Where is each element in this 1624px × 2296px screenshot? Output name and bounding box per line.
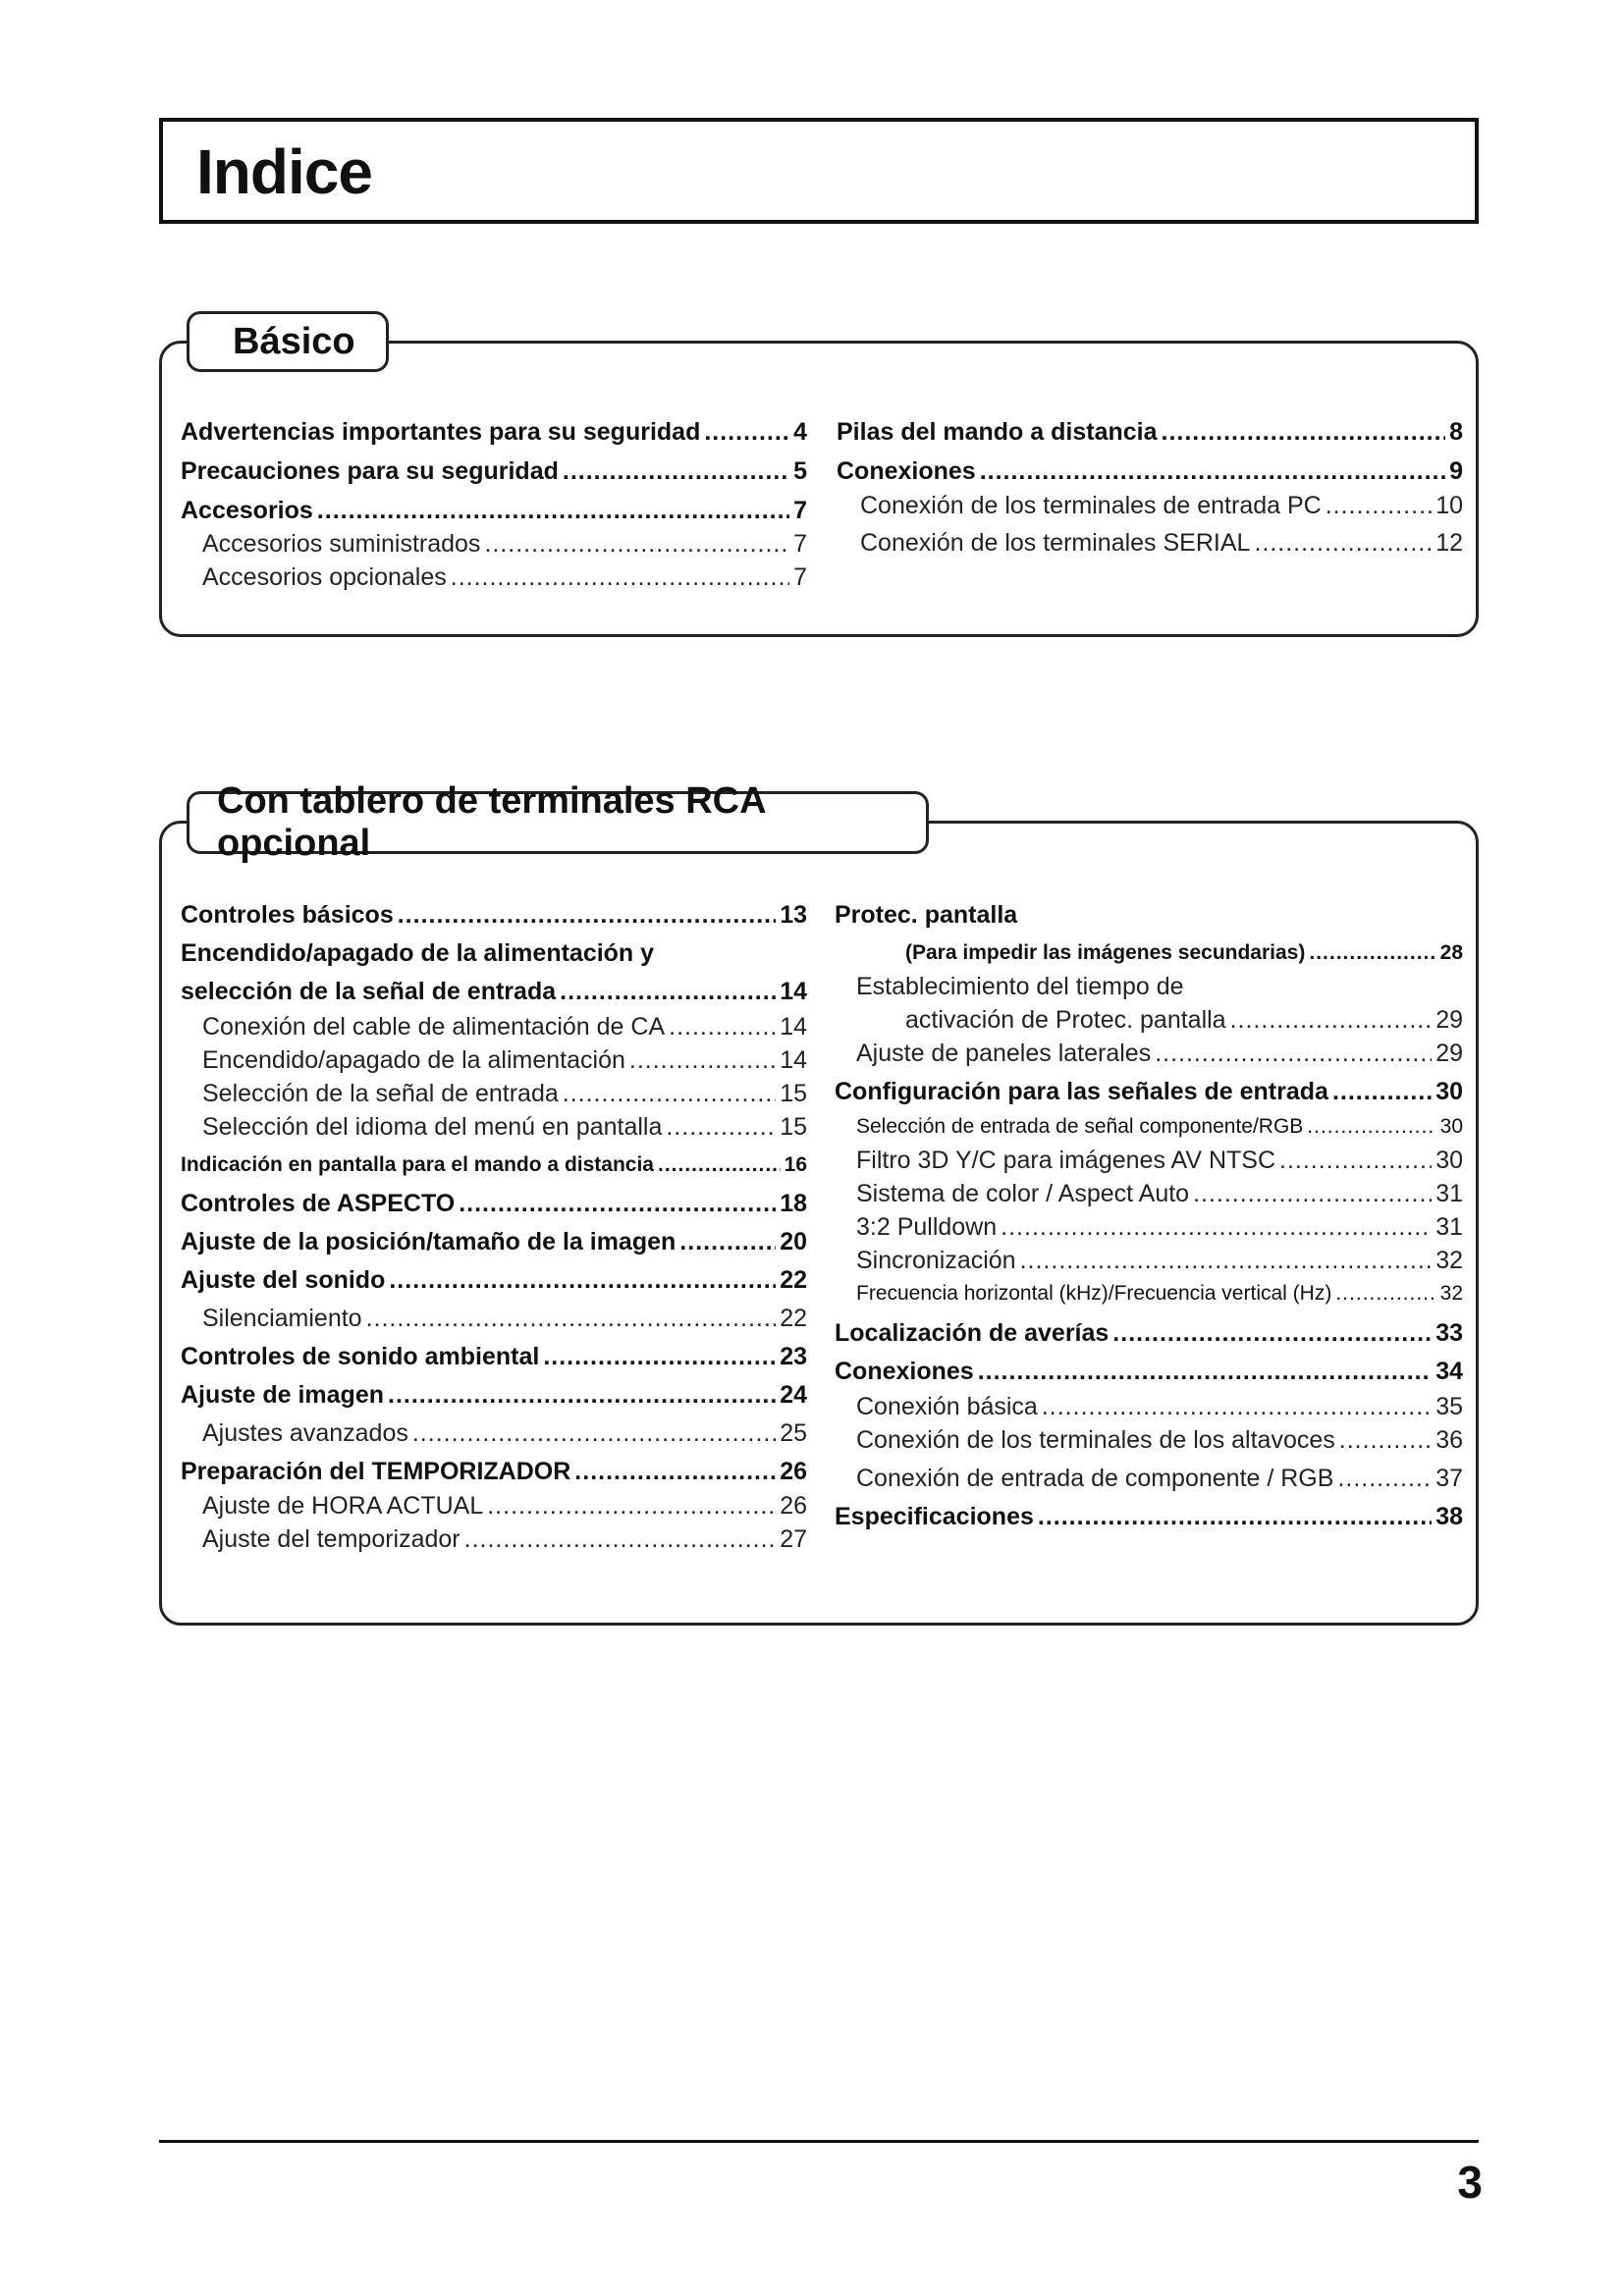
toc-entry-page: 35 xyxy=(1435,1393,1463,1420)
toc-entry xyxy=(202,1112,807,1142)
toc-entry-page: 15 xyxy=(780,1113,807,1141)
toc-entry-page: 14 xyxy=(780,978,807,1005)
toc-entry xyxy=(856,1464,1463,1493)
toc-leader-dots xyxy=(666,1112,776,1142)
toc-entry-title: Localización de averías xyxy=(835,1319,1110,1347)
toc-leader-dots xyxy=(487,1491,776,1521)
toc-entry-title: Controles básicos xyxy=(181,901,394,929)
toc-leader-dots xyxy=(1112,1318,1432,1348)
toc-entry xyxy=(202,562,807,592)
toc-entry xyxy=(202,1524,807,1554)
toc-entry xyxy=(856,1279,1463,1308)
toc-entry xyxy=(181,1457,807,1486)
toc-entry-title: Conexión de entrada de componente / RGB xyxy=(856,1465,1334,1492)
toc-entry-page: 31 xyxy=(1435,1213,1463,1241)
toc-entry xyxy=(856,1246,1463,1275)
toc-entry xyxy=(181,417,807,447)
toc-entry-page: 16 xyxy=(784,1153,807,1176)
toc-entry xyxy=(856,1212,1463,1242)
toc-leader-dots xyxy=(484,529,789,559)
toc-leader-dots xyxy=(1339,1425,1432,1455)
toc-entry xyxy=(835,1357,1463,1386)
toc-entry xyxy=(202,529,807,559)
toc-entry xyxy=(181,1265,807,1295)
toc-entry-page: 28 xyxy=(1439,941,1463,964)
toc-entry xyxy=(856,1425,1463,1455)
toc-heading: Encendido/apagado de la alimentación y xyxy=(181,939,655,967)
toc-entry-page: 24 xyxy=(780,1381,807,1409)
toc-leader-dots xyxy=(980,456,1445,486)
toc-entry-title: Conexiones xyxy=(837,457,976,485)
toc-leader-dots xyxy=(560,977,776,1006)
toc-leader-dots xyxy=(1162,417,1446,447)
toc-entry-title: Accesorios xyxy=(181,497,313,524)
toc-entry xyxy=(202,1491,807,1521)
toc-entry xyxy=(856,1392,1463,1421)
toc-leader-dots xyxy=(1326,491,1432,520)
toc-entry xyxy=(202,1012,807,1041)
toc-entry-page: 30 xyxy=(1435,1078,1463,1105)
toc-entry-title: Silenciamiento xyxy=(202,1305,362,1332)
toc-entry-title: Ajuste del sonido xyxy=(181,1266,386,1294)
toc-leader-dots xyxy=(1309,938,1435,968)
toc-entry-title: Ajuste de la posición/tamaño de la imagen xyxy=(181,1228,677,1255)
toc-leader-dots xyxy=(388,1380,776,1410)
page-number: 3 xyxy=(1457,2157,1483,2208)
toc-entry-page: 29 xyxy=(1435,1006,1463,1034)
toc-entry-title: Conexión del cable de alimentación de CA xyxy=(202,1013,666,1041)
toc-entry-page: 14 xyxy=(780,1046,807,1074)
toc-entry-title: Preparación del TEMPORIZADOR xyxy=(181,1458,571,1485)
toc-leader-dots xyxy=(389,1265,776,1295)
toc-entry-title: Selección de la señal de entrada xyxy=(202,1080,559,1107)
toc-entry xyxy=(181,456,807,486)
toc-leader-dots xyxy=(1337,1464,1432,1493)
toc-entry-title: selección de la señal de entrada xyxy=(181,978,557,1005)
toc-leader-dots xyxy=(1307,1112,1435,1142)
footer-rule xyxy=(159,2140,1479,2143)
toc-entry-title: Conexión de los terminales de los altavoces xyxy=(856,1426,1335,1454)
toc-entry-page: 20 xyxy=(780,1228,807,1255)
toc-leader-dots xyxy=(1001,1212,1432,1242)
toc-entry xyxy=(837,417,1463,447)
toc-entry-page: 23 xyxy=(780,1343,807,1370)
toc-leader-dots xyxy=(563,1079,776,1108)
toc-entry-title: Configuración para las señales de entrada xyxy=(835,1078,1328,1105)
toc-entry-page: 7 xyxy=(793,497,807,524)
toc-entry-page: 12 xyxy=(1435,529,1463,557)
toc-leader-dots xyxy=(1042,1392,1432,1421)
toc-entry-title: Sincronización xyxy=(856,1247,1016,1274)
toc-entry-title: Advertencias importantes para su seguridad xyxy=(181,418,701,446)
toc-heading: Protec. pantalla xyxy=(835,901,1018,929)
section-rca-tab: Con tablero de terminales RCA opcional xyxy=(187,791,929,854)
toc-entry-title: Controles de ASPECTO xyxy=(181,1190,456,1217)
toc-leader-dots xyxy=(464,1524,777,1554)
toc-entry xyxy=(835,1502,1463,1531)
toc-entry xyxy=(856,1112,1463,1142)
toc-entry xyxy=(856,1039,1463,1068)
toc-entry-title: Conexión básica xyxy=(856,1393,1038,1420)
toc-entry-page: 30 xyxy=(1439,1115,1463,1138)
toc-entry-page: 18 xyxy=(780,1190,807,1217)
toc-leader-dots xyxy=(1254,528,1432,558)
toc-entry-page: 15 xyxy=(780,1080,807,1107)
toc-entry-title: Ajuste de imagen xyxy=(181,1381,384,1409)
toc-entry-page: 26 xyxy=(780,1492,807,1520)
toc-entry xyxy=(181,900,807,930)
toc-leader-dots xyxy=(1279,1146,1432,1175)
toc-leader-dots xyxy=(629,1045,776,1075)
toc-leader-dots xyxy=(451,562,789,592)
toc-entry-page: 26 xyxy=(780,1458,807,1485)
toc-leader-dots xyxy=(317,496,789,525)
section-basic-tab: Básico xyxy=(187,311,389,372)
toc-entry xyxy=(860,528,1463,558)
toc-entry-title: (Para impedir las imágenes secundarias) xyxy=(905,941,1306,964)
toc-leader-dots xyxy=(1230,1005,1433,1035)
toc-leader-dots xyxy=(679,1227,776,1256)
toc-entry-title: Precauciones para su seguridad xyxy=(181,457,559,485)
title-box xyxy=(159,118,1479,224)
toc-entry-page: 25 xyxy=(780,1419,807,1447)
toc-entry-page: 4 xyxy=(793,418,807,446)
toc-leader-dots xyxy=(669,1012,776,1041)
toc-entry xyxy=(181,977,807,1006)
toc-leader-dots xyxy=(366,1304,777,1333)
toc-entry-title: 3:2 Pulldown xyxy=(856,1213,998,1241)
toc-entry-page: 31 xyxy=(1435,1180,1463,1207)
section-basic xyxy=(159,341,1479,637)
toc-entry xyxy=(181,1150,807,1180)
toc-leader-dots xyxy=(704,417,789,447)
toc-entry-page: 14 xyxy=(780,1013,807,1041)
toc-entry-title: Pilas del mando a distancia xyxy=(837,418,1158,446)
toc-entry-page: 22 xyxy=(780,1305,807,1332)
toc-heading: Establecimiento del tiempo de xyxy=(856,973,1184,1000)
toc-entry-title: Accesorios suministrados xyxy=(202,530,481,558)
toc-entry xyxy=(905,938,1463,968)
toc-entry-page: 27 xyxy=(780,1525,807,1553)
toc-entry xyxy=(835,1318,1463,1348)
toc-entry-title: Selección del idioma del menú en pantalla xyxy=(202,1113,663,1141)
toc-entry-page: 22 xyxy=(780,1266,807,1294)
toc-entry-page: 29 xyxy=(1435,1040,1463,1067)
toc-entry xyxy=(860,491,1463,520)
toc-leader-dots xyxy=(978,1357,1432,1386)
toc-leader-dots xyxy=(574,1457,776,1486)
toc-entry-page: 10 xyxy=(1435,492,1463,519)
toc-entry-page: 38 xyxy=(1435,1503,1463,1530)
toc-leader-dots xyxy=(658,1150,781,1180)
toc-leader-dots xyxy=(1020,1246,1433,1275)
toc-entry-title: Controles de sonido ambiental xyxy=(181,1343,540,1370)
toc-entry-page: 32 xyxy=(1435,1247,1463,1274)
toc-entry-title: Ajuste de HORA ACTUAL xyxy=(202,1492,484,1520)
toc-leader-dots xyxy=(459,1189,776,1218)
toc-entry-title: Accesorios opcionales xyxy=(202,563,447,591)
toc-leader-dots xyxy=(563,456,789,486)
toc-entry xyxy=(202,1045,807,1075)
toc-entry-page: 32 xyxy=(1439,1282,1463,1305)
toc-entry xyxy=(202,1079,807,1108)
toc-entry-page: 9 xyxy=(1449,457,1463,485)
toc-leader-dots xyxy=(543,1342,776,1371)
toc-leader-dots xyxy=(1332,1077,1432,1106)
toc-entry xyxy=(181,1189,807,1218)
toc-leader-dots xyxy=(1038,1502,1432,1531)
toc-entry-title: Especificaciones xyxy=(835,1503,1034,1530)
toc-entry xyxy=(835,1077,1463,1106)
toc-entry-title: Ajuste de paneles laterales xyxy=(856,1040,1152,1067)
toc-entry-page: 34 xyxy=(1435,1358,1463,1385)
toc-leader-dots xyxy=(1335,1279,1435,1308)
toc-entry-title: Selección de entrada de señal componente/RGB xyxy=(856,1115,1304,1138)
toc-entry-page: 37 xyxy=(1435,1465,1463,1492)
toc-entry xyxy=(181,496,807,525)
toc-entry-title: Ajuste del temporizador xyxy=(202,1525,460,1553)
toc-entry-title: Conexiones xyxy=(835,1358,974,1385)
toc-leader-dots xyxy=(412,1418,776,1448)
toc-leader-dots xyxy=(1155,1039,1432,1068)
toc-entry xyxy=(181,1227,807,1256)
toc-entry xyxy=(202,1304,807,1333)
toc-entry-title: Ajustes avanzados xyxy=(202,1419,408,1447)
toc-entry-page: 33 xyxy=(1435,1319,1463,1347)
toc-entry xyxy=(856,1146,1463,1175)
toc-entry-page: 13 xyxy=(780,901,807,929)
toc-entry xyxy=(856,1179,1463,1208)
toc-entry-title: Encendido/apagado de la alimentación xyxy=(202,1046,625,1074)
page-title: Indice xyxy=(196,136,372,207)
toc-entry xyxy=(837,456,1463,486)
toc-entry-title: Frecuencia horizontal (kHz)/Frecuencia vertical (Hz) xyxy=(856,1282,1332,1305)
toc-entry-page: 5 xyxy=(793,457,807,485)
toc-entry-page: 7 xyxy=(793,563,807,591)
toc-entry-title: Filtro 3D Y/C para imágenes AV NTSC xyxy=(856,1147,1276,1174)
toc-entry-page: 36 xyxy=(1435,1426,1463,1454)
toc-entry xyxy=(181,1380,807,1410)
toc-entry-page: 8 xyxy=(1449,418,1463,446)
toc-entry xyxy=(181,1342,807,1371)
toc-entry xyxy=(905,1005,1463,1035)
toc-leader-dots xyxy=(398,900,776,930)
toc-entry-title: Conexión de los terminales de entrada PC xyxy=(860,492,1322,519)
toc-entry-page: 30 xyxy=(1435,1147,1463,1174)
toc-entry-title: activación de Protec. pantalla xyxy=(905,1006,1226,1034)
toc-entry-title: Indicación en pantalla para el mando a distancia xyxy=(181,1153,654,1176)
toc-entry-page: 7 xyxy=(793,530,807,558)
toc-entry-title: Sistema de color / Aspect Auto xyxy=(856,1180,1190,1207)
toc-entry xyxy=(202,1418,807,1448)
toc-leader-dots xyxy=(1193,1179,1432,1208)
toc-entry-title: Conexión de los terminales SERIAL xyxy=(860,529,1251,557)
